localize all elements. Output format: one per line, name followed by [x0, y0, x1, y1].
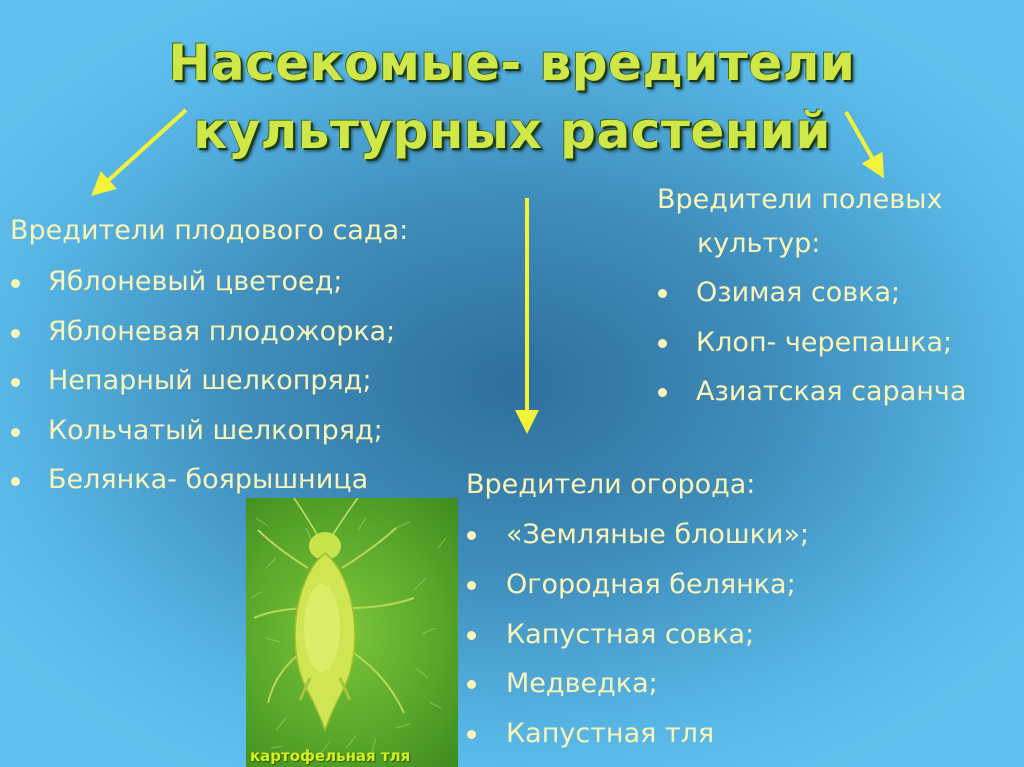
bullet [11, 329, 20, 338]
aphid-illustration [246, 498, 458, 767]
title-line-2: культурных растений [193, 102, 831, 160]
vegetable-item: «Земляные блошки»; [506, 519, 810, 550]
garden-item: Яблоневый цветоед; [48, 266, 343, 297]
vegetable-item: Капустная тля [506, 718, 715, 749]
garden-item: Кольчатый шелкопряд; [48, 415, 383, 446]
bullet [467, 581, 476, 590]
bullet [467, 730, 476, 739]
bullet [11, 477, 20, 486]
field-heading-line-1: Вредители полевых [657, 184, 943, 215]
bullet [658, 289, 667, 298]
bullet [11, 279, 20, 288]
bullet [658, 388, 667, 397]
field-heading-line-2: культур: [697, 228, 821, 259]
garden-heading: Вредители плодового сада: [10, 215, 409, 246]
vegetable-item: Медведка; [506, 668, 658, 699]
bullet [11, 428, 20, 437]
bullet [11, 378, 20, 387]
vegetable-item: Огородная белянка; [506, 569, 796, 600]
vegetable-item: Капустная совка; [506, 619, 755, 650]
vegetable-heading: Вредители огорода: [466, 469, 756, 500]
field-item: Озимая совка; [696, 277, 901, 308]
arrow-left [100, 110, 186, 188]
field-item: Клоп- черепашка; [696, 327, 953, 358]
aphid-photo [246, 498, 458, 767]
field-item: Азиатская саранча [696, 376, 967, 407]
arrow-right [846, 112, 878, 168]
bullet [658, 339, 667, 348]
garden-item: Непарный шелкопряд; [48, 365, 372, 396]
bullet [467, 531, 476, 540]
bullet [467, 631, 476, 640]
garden-item: Яблоневая плодожорка; [48, 316, 396, 347]
title-line-1: Насекомые- вредители [168, 34, 856, 92]
garden-item: Белянка- боярышница [48, 464, 369, 495]
bullet [467, 680, 476, 689]
photo-caption: картофельная тля [250, 747, 411, 765]
